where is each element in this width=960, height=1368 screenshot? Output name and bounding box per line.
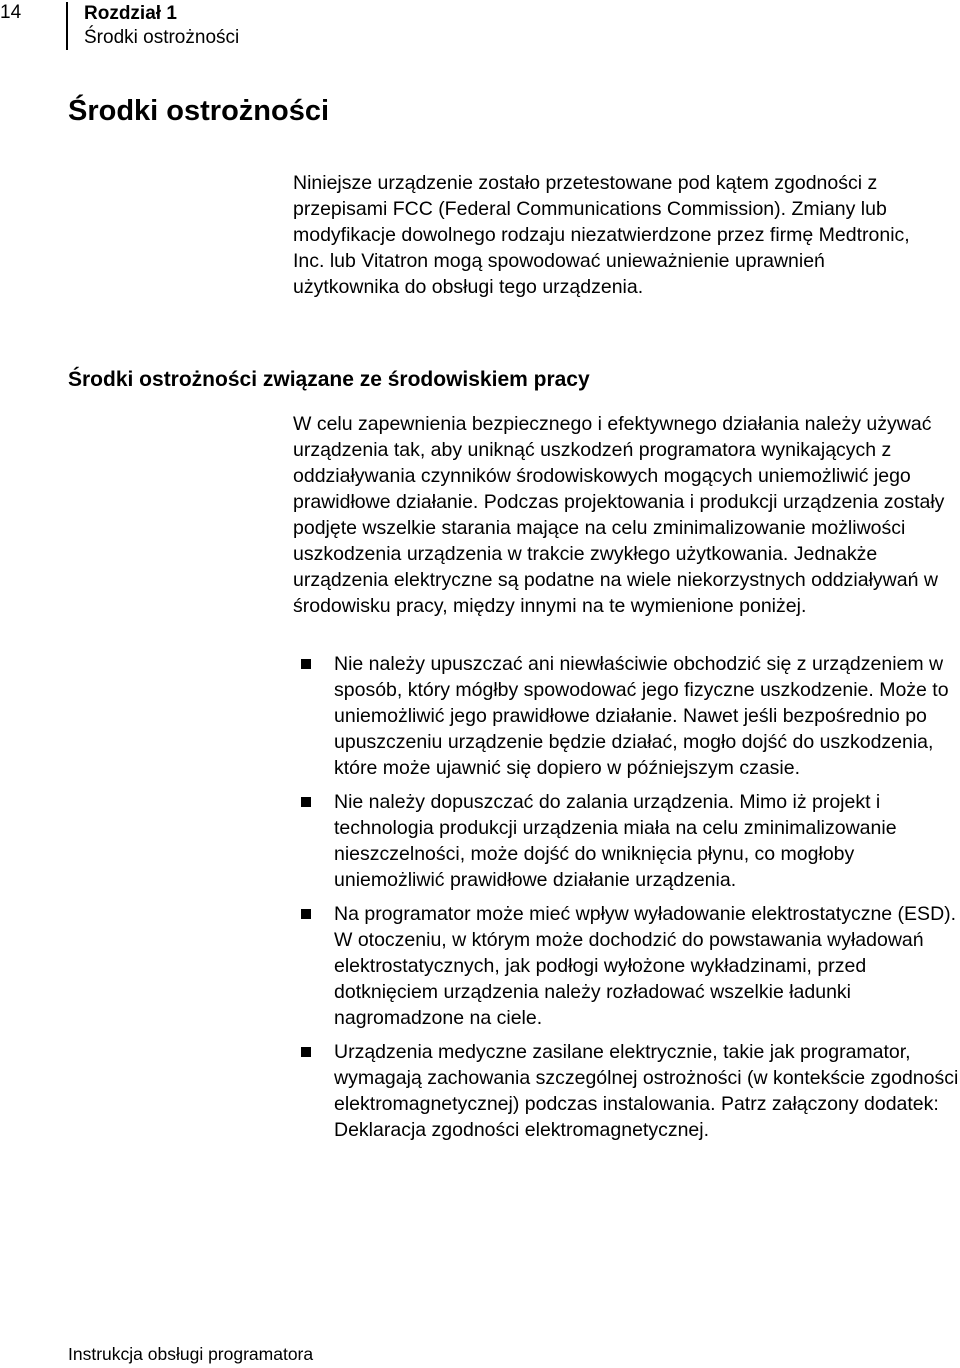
list-item: [293, 1039, 960, 1143]
chapter-subtitle: Środki ostrożności: [84, 27, 240, 48]
list-item-text: Na programator może mieć wpływ wyładowanie elektrostatyczne (ESD). W otoczeniu, w którym może dochodzić do powstawania wyładowań elektrostatycznych, jak podłogi wyłożone wykładzinami, przed dotknięciem urządzenia należy rozładować wszelkie ładunki nagromadzone na ciele.: [334, 903, 957, 1029]
list-item: [293, 651, 960, 781]
square-bullet-icon: [301, 659, 311, 669]
precautions-list: [293, 651, 960, 1151]
page-number: 14: [0, 2, 22, 23]
list-item: [293, 789, 960, 893]
section-paragraph: W celu zapewnienia bezpiecznego i efektywnego działania należy używać urządzenia tak, aby uniknąć uszkodzeń programatora wynikających z oddziaływania czynników środowiskowych mogących uniemożliwić jego prawidłowe działanie. Podczas projektowania i produkcji urządzenia zostały podjęte wszelkie starania mające na celu zminimalizowanie możliwości uszkodzenia urządzenia w trakcie zwykłego użytkowania. Jednakże urządzenia elektryczne są podatne na wiele niekorzystnych oddziaływań w środowisku pracy, między innymi na te wymienione poniżej.: [293, 413, 945, 617]
footer-text: Instrukcja obsługi programatora: [68, 1344, 314, 1364]
page-title: Środki ostrożności: [68, 95, 330, 127]
list-item-text: Nie należy dopuszczać do zalania urządzenia. Mimo iż projekt i technologia produkcji urządzenia miała na celu zminimalizowanie nieszczelności, może dojść do wniknięcia płynu, co mogłoby uniemożliwić prawidłowe działanie urządzenia.: [334, 791, 897, 891]
list-item-text: Urządzenia medyczne zasilane elektrycznie, takie jak programator, wymagają zachowania szczególnej ostrożności (w kontekście zgodności elektromagnetycznej) podczas instalowania. Patrz załączony dodatek: Deklaracja zgodności elektromagnetycznej.: [334, 1041, 959, 1141]
header-divider: [66, 2, 68, 50]
square-bullet-icon: [301, 797, 311, 807]
intro-paragraph: Niniejsze urządzenie zostało przetestowane pod kątem zgodności z przepisami FCC (Federal Communications Commission). Zmiany lub modyfikacje dowolnego rodzaju niezatwierdzone przez firmę Medtronic, Inc. lub Vitatron mogą spowodować unieważnienie uprawnień użytkownika do obsługi tego urządzenia.: [293, 172, 910, 298]
list-item-text: Nie należy upuszczać ani niewłaściwie obchodzić się z urządzeniem w sposób, który mógłby spowodować jego fizyczne uszkodzenie. Może to uniemożliwić jego prawidłowe działanie. Nawet jeśli bezpośrednio po upuszczeniu urządzenie będzie działać, mogło dojść do uszkodzenia, które może ujawnić się dopiero w późniejszym czasie.: [334, 653, 949, 779]
square-bullet-icon: [301, 1047, 311, 1057]
section-heading: Środki ostrożności związane ze środowiskiem pracy: [68, 368, 590, 391]
square-bullet-icon: [301, 909, 311, 919]
chapter-label: Rozdział 1: [84, 3, 177, 24]
running-header: [84, 2, 239, 50]
list-item: [293, 901, 960, 1031]
